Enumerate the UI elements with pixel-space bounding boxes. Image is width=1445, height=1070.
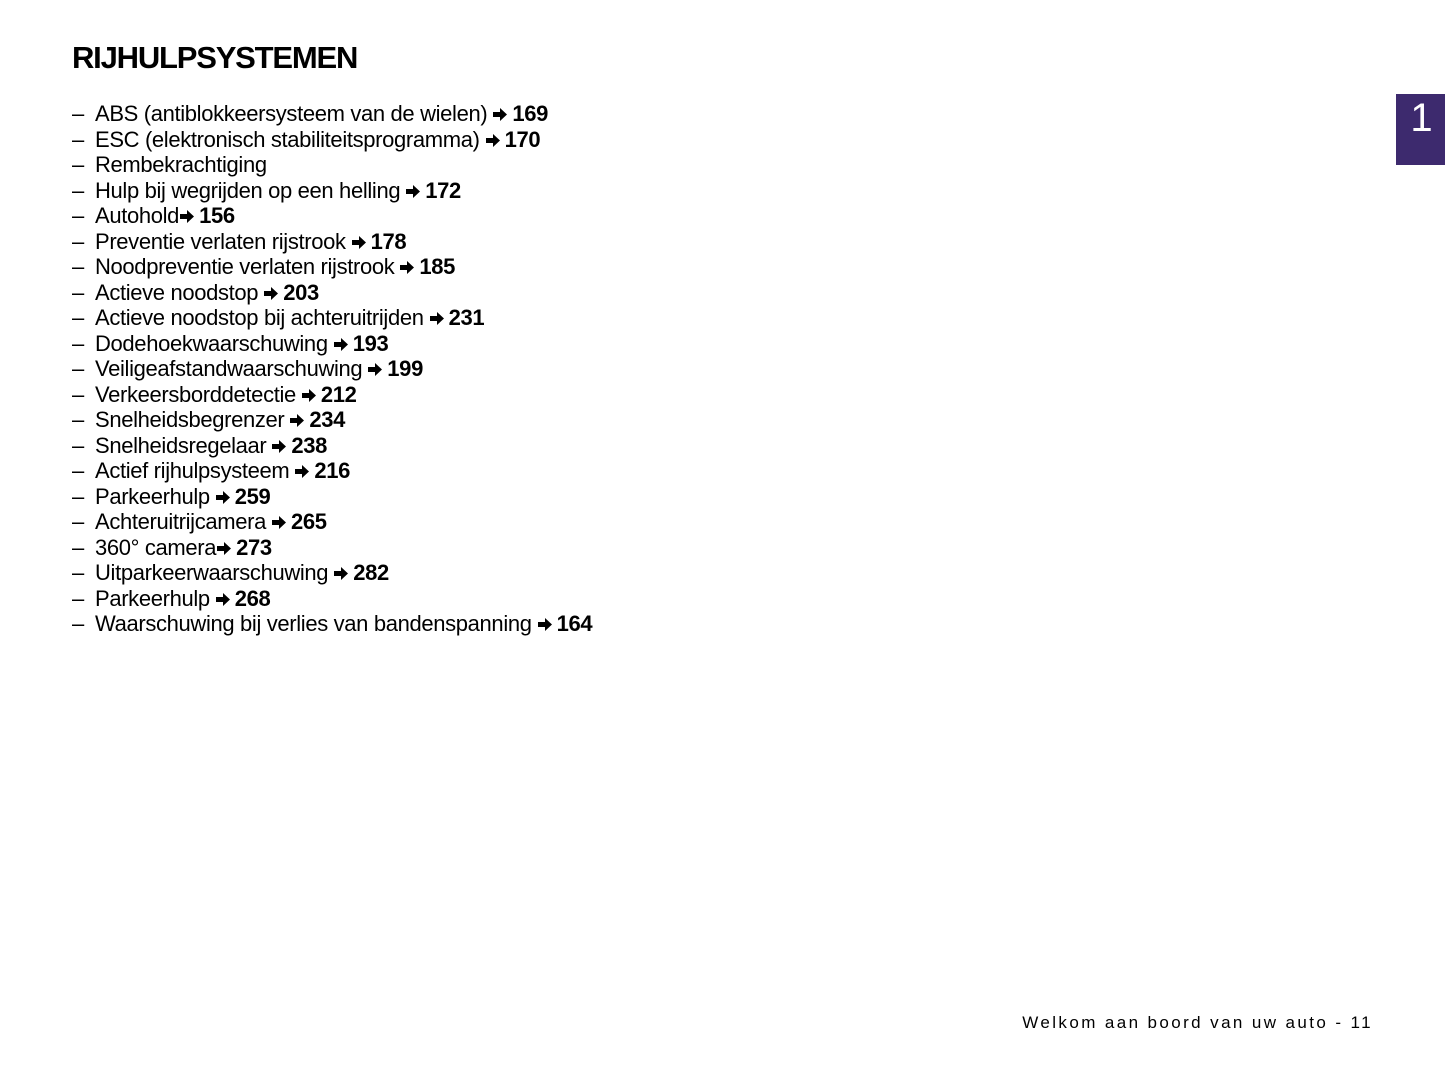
list-item[interactable] (72, 280, 592, 306)
list-item[interactable] (72, 305, 592, 331)
item-label: Snelheidsbegrenzer (95, 407, 285, 432)
item-label: Actieve noodstop bij achteruitrijden (95, 305, 424, 330)
list-dash: – (72, 483, 84, 509)
list-item[interactable] (72, 560, 592, 586)
arrow-right-icon (216, 592, 231, 607)
list-item[interactable] (72, 254, 592, 280)
page-reference[interactable]: 268 (234, 585, 271, 611)
item-label: Hulp bij wegrijden op een helling (95, 177, 401, 203)
list-item[interactable] (72, 586, 592, 612)
item-label: Actieve noodstop (95, 279, 259, 305)
page-reference[interactable]: 178 (370, 228, 407, 254)
arrow-right-icon (430, 311, 445, 326)
item-list (72, 101, 592, 637)
list-item[interactable] (72, 433, 592, 459)
arrow-right-icon (264, 286, 279, 301)
list-dash: – (72, 509, 84, 534)
page-footer: Welkom aan boord van uw auto - 11 (1022, 1013, 1373, 1032)
item-label: Actief rijhulpsysteem (95, 458, 290, 483)
arrow-right-icon (272, 439, 287, 454)
arrow-right-icon (216, 490, 231, 505)
list-item[interactable] (72, 229, 592, 255)
list-dash: – (72, 228, 84, 254)
item-label: Rembekrachtiging (95, 152, 267, 177)
page-reference[interactable]: 265 (290, 509, 327, 534)
list-dash: – (72, 101, 84, 126)
page-reference[interactable]: 156 (199, 203, 235, 228)
list-item[interactable] (72, 331, 592, 357)
list-item[interactable] (72, 535, 592, 561)
arrow-right-icon (295, 464, 310, 479)
item-label: Verkeersborddetectie (95, 381, 296, 407)
list-item[interactable] (72, 458, 592, 484)
page-reference[interactable]: 231 (448, 305, 485, 330)
list-dash: – (72, 458, 84, 483)
arrow-right-icon (334, 566, 349, 581)
page-reference[interactable]: 259 (234, 483, 271, 509)
item-label: Noodpreventie verlaten rijstrook (95, 254, 395, 279)
arrow-right-icon (352, 235, 367, 250)
list-item[interactable] (72, 178, 592, 204)
item-label: Parkeerhulp (95, 585, 210, 611)
list-dash: – (72, 305, 84, 330)
list-dash: – (72, 177, 84, 203)
list-dash: – (72, 126, 84, 152)
page-reference[interactable]: 169 (512, 101, 548, 126)
arrow-right-icon (217, 541, 232, 556)
list-dash: – (72, 611, 84, 636)
arrow-right-icon (290, 413, 305, 428)
list-item[interactable] (72, 356, 592, 382)
page-reference[interactable]: 234 (309, 407, 346, 432)
arrow-right-icon (400, 260, 415, 275)
page-reference[interactable]: 282 (353, 560, 389, 585)
page-reference[interactable]: 216 (314, 458, 351, 483)
arrow-right-icon (406, 184, 421, 199)
page-reference[interactable]: 199 (387, 356, 423, 381)
arrow-right-icon (302, 388, 317, 403)
arrow-right-icon (334, 337, 349, 352)
item-label: Dodehoekwaarschuwing (95, 330, 328, 356)
item-label: 360° camera (95, 534, 217, 560)
list-dash: – (72, 560, 84, 585)
list-dash: – (72, 279, 84, 305)
list-dash: – (72, 203, 84, 228)
list-item[interactable] (72, 407, 592, 433)
list-item[interactable] (72, 203, 592, 229)
page-reference[interactable]: 273 (236, 534, 272, 560)
list-dash: – (72, 381, 84, 407)
page-reference[interactable]: 212 (320, 381, 357, 407)
list-item[interactable] (72, 484, 592, 510)
item-label: Achteruitrijcamera (95, 509, 266, 534)
item-label: Snelheidsregelaar (95, 432, 267, 458)
item-label: Uitparkeerwaarschuwing (95, 560, 329, 585)
list-item[interactable] (72, 611, 592, 637)
item-label: Parkeerhulp (95, 483, 210, 509)
list-dash: – (72, 330, 84, 356)
page-reference[interactable]: 238 (291, 432, 328, 458)
list-item (72, 152, 592, 178)
arrow-right-icon (486, 133, 501, 148)
arrow-right-icon (180, 209, 195, 224)
list-item[interactable] (72, 382, 592, 408)
page-reference[interactable]: 203 (283, 279, 319, 305)
page-reference[interactable]: 164 (556, 611, 593, 636)
list-dash: – (72, 407, 84, 432)
page-reference[interactable]: 170 (504, 126, 541, 152)
page-reference[interactable]: 193 (352, 330, 389, 356)
page-title: RIJHULPSYSTEMEN (72, 40, 358, 75)
item-label: ESC (elektronisch stabiliteitsprogramma) (95, 126, 480, 152)
page-reference[interactable]: 185 (419, 254, 456, 279)
list-dash: – (72, 356, 84, 381)
item-label: ABS (antiblokkeersysteem van de wielen) (95, 101, 488, 126)
list-dash: – (72, 534, 84, 560)
chapter-tab: 1 (1396, 94, 1445, 165)
item-label: Autohold (95, 203, 180, 228)
list-dash: – (72, 152, 84, 177)
item-label: Preventie verlaten rijstrook (95, 228, 346, 254)
list-item[interactable] (72, 127, 592, 153)
list-item[interactable] (72, 101, 592, 127)
arrow-right-icon (538, 617, 553, 632)
item-label: Veiligeafstandwaarschuwing (95, 356, 363, 381)
item-label: Waarschuwing bij verlies van bandenspanning (95, 611, 532, 636)
page-reference[interactable]: 172 (425, 177, 461, 203)
arrow-right-icon (272, 515, 287, 530)
arrow-right-icon (368, 362, 383, 377)
list-dash: – (72, 585, 84, 611)
arrow-right-icon (493, 107, 508, 122)
list-item[interactable] (72, 509, 592, 535)
list-dash: – (72, 254, 84, 279)
list-dash: – (72, 432, 84, 458)
